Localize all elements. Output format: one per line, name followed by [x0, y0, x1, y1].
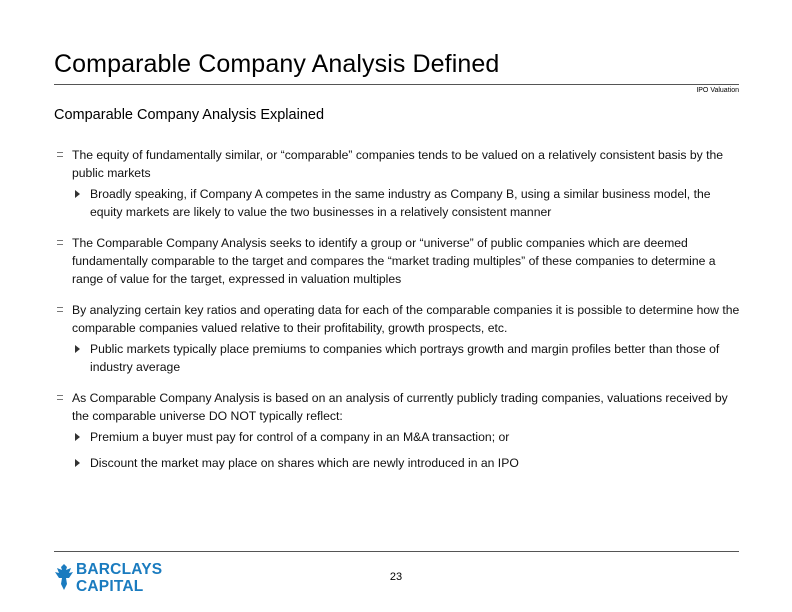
bullet-item: [54, 389, 744, 425]
bullet-list: [54, 146, 744, 472]
sub-bullet-text: Discount the market may place on shares which are newly introduced in an IPO: [90, 456, 519, 470]
logo-wordmark: [76, 561, 162, 595]
sub-bullet-item: [54, 428, 744, 446]
logo-line-1: BARCLAYS: [76, 561, 163, 578]
footer-divider: [54, 551, 739, 552]
bullet-marker-icon: [57, 395, 63, 400]
logo-line-2: CAPITAL: [76, 578, 144, 595]
bullet-item: [54, 146, 744, 182]
bullet-text: The Comparable Company Analysis seeks to identify a group or “universe” of public companies which are deemed fundamentally comparable to the target and compares the “market trading multiples” of these companies to determine a range of value for the target, expressed in valuation multiples: [72, 236, 716, 286]
bullet-item: [54, 301, 744, 337]
sub-bullet-text: Public markets typically place premiums to companies which portrays growth and margin profiles better than those of industry average: [90, 342, 720, 374]
bullet-text: The equity of fundamentally similar, or “comparable” companies tends to be valued on a relatively consistent basis by the public markets: [72, 148, 724, 180]
header-divider: [54, 84, 739, 85]
sub-bullet-item: [54, 454, 744, 472]
bullet-marker-icon: [57, 152, 63, 157]
triangle-bullet-icon: [75, 433, 80, 441]
page-title: Comparable Company Analysis Defined: [54, 50, 500, 78]
sub-bullet-text: Premium a buyer must pay for control of a company in an M&A transaction; or: [90, 430, 510, 444]
bullet-item: [54, 234, 744, 288]
eagle-icon: [54, 562, 74, 592]
section-tag: IPO Valuation: [696, 87, 739, 94]
bullet-text: As Comparable Company Analysis is based on an analysis of currently publicly trading companies, valuations received by the comparable universe DO NOT typically reflect:: [72, 391, 728, 423]
section-subtitle: Comparable Company Analysis Explained: [54, 107, 325, 123]
bullet-text: By analyzing certain key ratios and operating data for each of the comparable companies it is possible to determine how the comparable companies valued relative to their profitability, growth prospects, etc.: [72, 303, 740, 335]
sub-bullet-item: [54, 185, 744, 221]
sub-bullet-item: [54, 340, 744, 376]
triangle-bullet-icon: [75, 345, 80, 353]
triangle-bullet-icon: [75, 190, 80, 198]
bullet-marker-icon: [57, 240, 63, 245]
barclays-capital-logo: [54, 560, 184, 600]
triangle-bullet-icon: [75, 459, 80, 467]
page-number: 23: [389, 571, 403, 583]
bullet-marker-icon: [57, 307, 63, 312]
sub-bullet-text: Broadly speaking, if Company A competes in the same industry as Company B, using a similar business model, the equity markets are likely to value the two businesses in a relatively consistent manner: [90, 187, 711, 219]
